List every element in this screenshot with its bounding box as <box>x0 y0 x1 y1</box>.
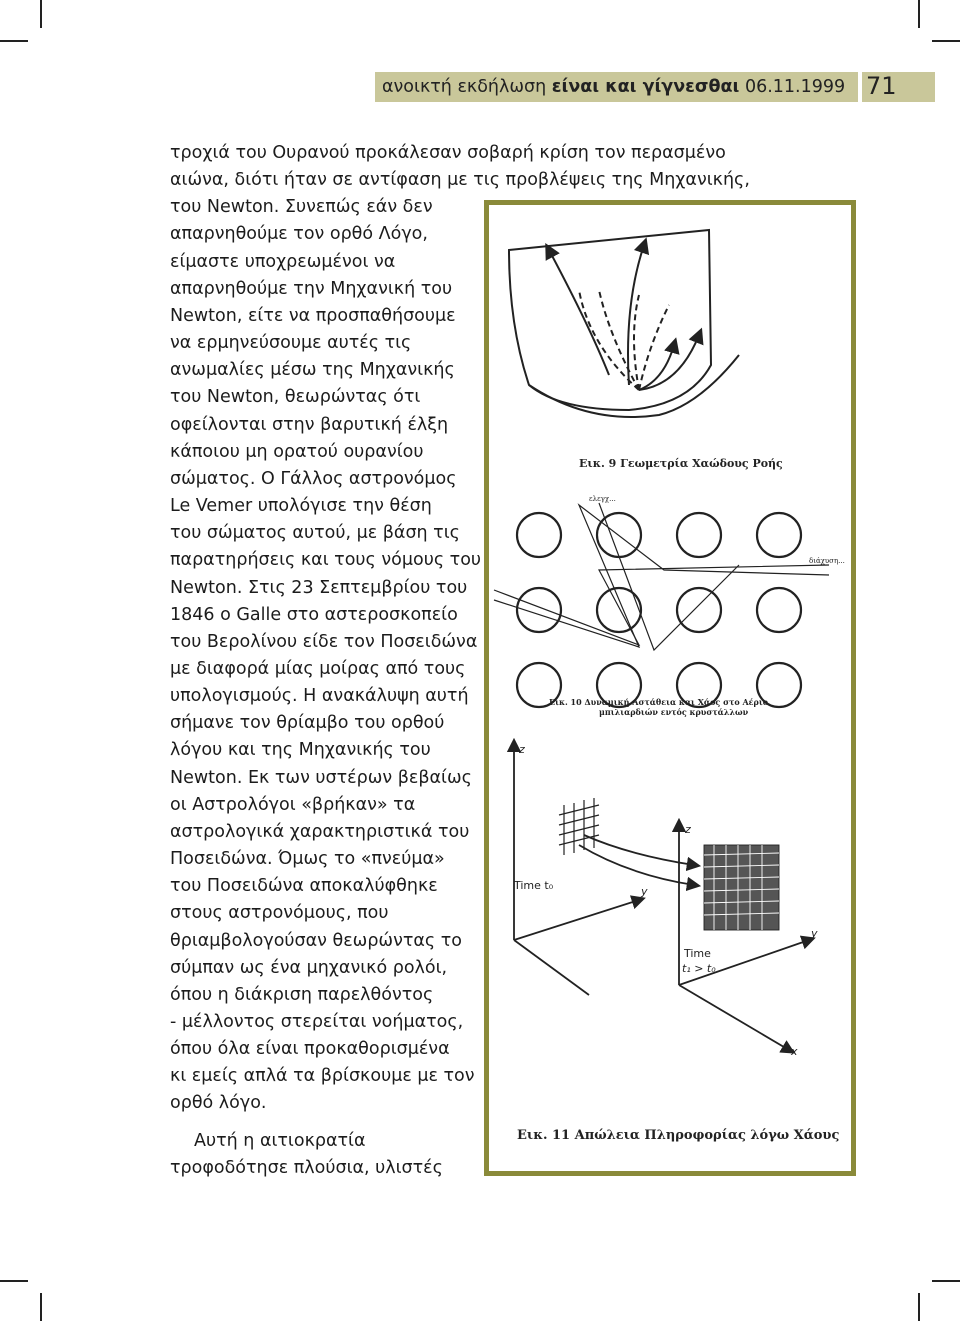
fig11-dense-grid <box>704 845 779 930</box>
fig10-scatterer <box>677 513 721 557</box>
fig11-small-grid <box>559 798 599 855</box>
crop-mark <box>0 40 28 42</box>
fig10-scatterer <box>757 588 801 632</box>
page-number-divider <box>858 72 862 102</box>
crop-mark <box>0 1280 28 1282</box>
fig9-trajectory <box>549 250 609 375</box>
paragraph-2 <box>170 1128 490 1182</box>
body-text-line: του Βερολίνου είδε τον Ποσειδώνα <box>170 631 478 652</box>
fig11-label-z: z <box>519 743 525 756</box>
fig9-surface-curve <box>529 355 739 417</box>
fig10-scatterer <box>677 588 721 632</box>
fig10-billiard-diagram <box>494 503 829 707</box>
crop-mark <box>932 1280 960 1282</box>
body-text-line: 1846 ο Galle στο αστεροσκοπείο <box>170 604 458 625</box>
body-text-line: του Ποσειδώνα αποκαλύφθηκε <box>170 876 438 897</box>
fig9-dashed-path <box>639 305 669 390</box>
body-text-line: λόγου και της Μηχανικής του <box>170 740 431 761</box>
fig11-label-y: y <box>811 927 818 940</box>
body-text-line: είμαστε υποχρεωμένοι να <box>170 251 396 272</box>
fig11-axis-x <box>679 985 789 1050</box>
body-text-line: αιώνα, διότι ήταν σε αντίφαση με τις προβλέψεις της Μηχανικής, <box>170 170 750 191</box>
body-text-line: τροφοδότησε πλούσια, υλιστές <box>170 1157 443 1178</box>
fig10-scatterer <box>517 513 561 557</box>
header-title-regular: ανοικτή εκδήλωση <box>382 77 552 97</box>
body-text-line: Αυτή η αιτιοκρατία <box>194 1130 366 1151</box>
body-text-line: τροχιά του Ουρανού προκάλεσαν σοβαρή κρίση τον περασμένο <box>170 143 726 163</box>
body-text-line: του σώματος αυτού, με βάση τις <box>170 523 460 544</box>
fig11-label-y: y <box>641 885 648 898</box>
header-title-bold: είναι και γίγνεσθαι <box>551 77 740 97</box>
fig9-dashed-path <box>634 295 639 390</box>
body-text-line: Newton, είτε να προσπαθήσουμε <box>170 305 456 326</box>
fig9-trajectory <box>639 335 699 390</box>
body-text-line: Le Vemer υπολόγισε την θέση <box>170 496 432 517</box>
body-text-line: θριαμβολογούσαν θεωρώντας το <box>170 930 463 951</box>
crop-mark <box>40 0 42 28</box>
header-date: 06.11.1999 <box>739 77 846 97</box>
fig10-caption-line2: μπιλιαρδιών εντός κρυστάλλων <box>599 707 749 717</box>
body-text-line: οι Αστρολόγοι «βρήκαν» τα <box>170 794 416 815</box>
body-text-line: ορθό λόγο. <box>170 1093 267 1114</box>
fig11-axis-y <box>514 900 639 940</box>
body-text-line: παρατηρήσεις και τους νόμους του <box>170 550 482 571</box>
body-text-line: κάποιου μη ορατού ουρανίου <box>170 441 424 462</box>
fig10-trajectory <box>494 505 829 647</box>
body-text-line: - μέλλοντος στερείται νοήματος, <box>170 1012 464 1032</box>
body-text-line: ανωμαλίες μέσω της Μηχανικής <box>170 360 455 381</box>
body-text-line: οφείλονται στην βαρυτική έλξη <box>170 414 449 435</box>
page-number: 71 <box>866 72 897 100</box>
fig11-flow-arrow <box>579 845 694 885</box>
fig11-flow-arrow <box>584 835 694 865</box>
fig9-caption: Εικ. 9 Γεωμετρία Χαώδους Ροής <box>579 457 783 470</box>
body-text-line: του Newton. Συνεπώς εάν δεν <box>170 197 433 218</box>
fig10-scatterer <box>757 513 801 557</box>
fig11-caption: Εικ. 11 Απώλεια Πληροφορίας λόγω Χάους <box>517 1128 840 1143</box>
fig10-caption-line1: Εικ. 10 Δυναμική Αστάθεια και Χάος στο Αέριο <box>549 697 769 707</box>
body-text-line: κι εμείς απλά τα βρίσκουμε με τον <box>170 1066 475 1087</box>
body-text-line: Ποσειδώνα. Όμως το «πνεύμα» <box>170 849 445 870</box>
fig11-label-x: x <box>791 1045 798 1058</box>
body-text-line: σήμανε τον θρίαμβο του ορθού <box>170 713 445 734</box>
fig11-axis-x <box>514 940 589 995</box>
fig9-dashed-path <box>599 290 639 390</box>
body-text-line: να ερμηνεύσουμε αυτές τις <box>170 333 412 354</box>
fig11-phase-diagram <box>514 745 809 1050</box>
fig10-label-top: ελεγχ... <box>589 495 616 503</box>
fig11-label-z: z <box>685 823 691 836</box>
body-text-line: σώματος. Ο Γάλλος αστρονόμος <box>170 468 457 489</box>
body-text-line: με διαφορά μίας μοίρας από τους <box>170 658 466 679</box>
crop-mark <box>918 1293 920 1321</box>
crop-mark <box>40 1293 42 1321</box>
body-text-line: στους αστρονόμους, που <box>170 903 389 924</box>
body-text-line: αστρολογικά χαρακτηριστικά του <box>170 821 470 842</box>
body-text-line: Newton. Στις 23 Σεπτεμβρίου του <box>170 577 468 598</box>
crop-mark <box>932 40 960 42</box>
running-header <box>382 74 845 100</box>
body-text-line: Newton. Εκ των υστέρων βεβαίως <box>170 767 472 788</box>
figure-panel <box>484 200 856 1176</box>
fig10-scatterer <box>597 588 641 632</box>
body-text-line: σύμπαν ως ένα μηχανικό ρολόι, <box>170 957 448 978</box>
body-text-line: όπου όλα είναι προκαθορισμένα <box>170 1039 450 1060</box>
fig10-label-right: διάχυση... <box>809 557 845 565</box>
fig11-time1-a: Time <box>684 947 711 960</box>
body-text-line: απαρνηθούμε την Μηχανική του <box>170 278 453 299</box>
fig11-time1-b: t₁ > t₀ <box>682 962 716 975</box>
fig9-surface-outline <box>509 230 711 410</box>
body-text-line: απαρνηθούμε τον ορθό Λόγο, <box>170 224 428 245</box>
body-text-line: υπολογισμούς. Η ανακάλυψη αυτή <box>170 686 469 707</box>
figures-illustration <box>489 205 851 1171</box>
fig9-surface-diagram <box>509 230 739 417</box>
fig11-time0: Time t₀ <box>514 879 554 892</box>
body-text-line: του Newton, θεωρώντας ότι <box>170 387 421 408</box>
crop-mark <box>918 0 920 28</box>
body-text-line: όπου η διάκριση παρελθόντος <box>170 984 434 1005</box>
